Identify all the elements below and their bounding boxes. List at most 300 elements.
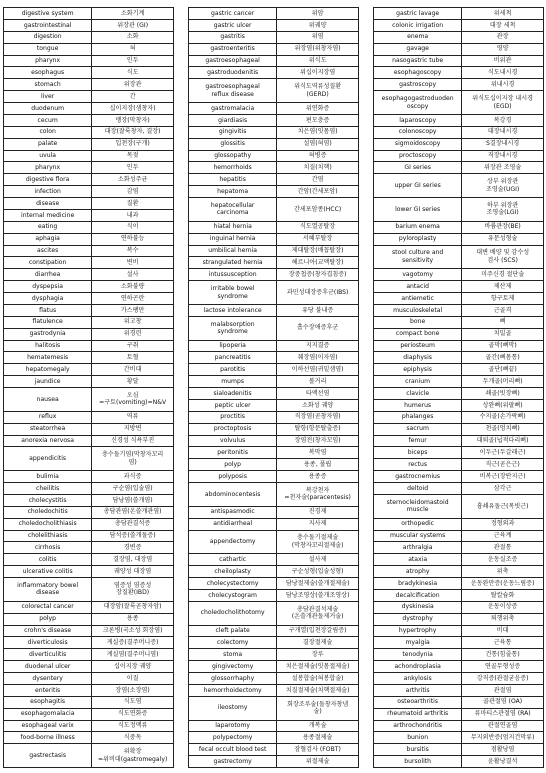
korean-term: 장염전(창자꼬임) xyxy=(277,435,359,447)
korean-term: 과식증 xyxy=(92,471,174,483)
table-row xyxy=(374,696,544,708)
english-term: esophagitis xyxy=(4,696,92,708)
korean-term: 위십이지장염 xyxy=(277,67,359,79)
table-row xyxy=(4,578,174,602)
table-row xyxy=(374,684,544,696)
english-term: digestion xyxy=(4,31,92,43)
table-row xyxy=(4,55,174,67)
table-row xyxy=(189,459,359,471)
table-row xyxy=(189,649,359,661)
korean-term: 소화 xyxy=(92,31,174,43)
english-term: femur xyxy=(374,435,462,447)
korean-term: 설사 xyxy=(92,269,174,281)
korean-term: 위고창 xyxy=(92,316,174,328)
english-term: myalgia xyxy=(374,637,462,649)
english-term: hypertrophy xyxy=(374,625,462,637)
english-term: bradykinesia xyxy=(374,578,462,590)
english-term: bunion xyxy=(374,732,462,744)
english-term: gingivectomy xyxy=(189,661,277,673)
english-term: esophagogastroduoden oscopy xyxy=(374,91,462,115)
english-term: dysentery xyxy=(4,673,92,685)
english-term: gastrointestinal xyxy=(4,19,92,31)
table-row xyxy=(189,245,359,257)
korean-term: 구개열(입천장갈림증) xyxy=(277,625,359,637)
table-row xyxy=(374,328,544,340)
table-row xyxy=(374,245,544,269)
table-row xyxy=(189,684,359,696)
korean-term: 혀 xyxy=(92,43,174,55)
english-term: digestive flora xyxy=(4,174,92,186)
table-row xyxy=(189,269,359,281)
english-term: glossorrhaphy xyxy=(189,673,277,685)
english-term: bursolith xyxy=(374,756,462,768)
english-term: gastrocnemius xyxy=(374,471,462,483)
english-term: infection xyxy=(4,186,92,198)
english-term: peptic ulcer xyxy=(189,399,277,411)
table-row xyxy=(189,376,359,388)
korean-term: 게실염(결주머니염) xyxy=(92,649,174,661)
table-row xyxy=(374,79,544,91)
english-term: epiphysis xyxy=(374,364,462,376)
table-row xyxy=(189,625,359,637)
korean-term: 관절염 xyxy=(462,684,544,696)
korean-term: 결장절제술 xyxy=(277,637,359,649)
korean-term: 퇴행위축 xyxy=(462,613,544,625)
table-row xyxy=(189,673,359,685)
table-row xyxy=(374,8,544,20)
table-row xyxy=(4,530,174,542)
english-term: aphagia xyxy=(4,233,92,245)
table-row xyxy=(189,435,359,447)
table-row xyxy=(374,269,544,281)
english-term: strangulated hernia xyxy=(189,257,277,269)
table-row xyxy=(374,281,544,293)
table-row xyxy=(374,435,544,447)
table-row xyxy=(189,530,359,554)
english-term: diarrhea xyxy=(4,269,92,281)
table-row xyxy=(374,613,544,625)
english-term: glossopathy xyxy=(189,150,277,162)
table-row xyxy=(374,673,544,685)
korean-term: 골막(뼈막) xyxy=(462,340,544,352)
english-term: cholecystitis xyxy=(4,494,92,506)
korean-term: 회장조루술(돌창자창냄 술) xyxy=(277,696,359,720)
korean-term: 위장관 조영술 xyxy=(462,162,544,174)
english-term: gastric ulcer xyxy=(189,19,277,31)
table-row xyxy=(374,494,544,518)
table-row xyxy=(189,411,359,423)
korean-term: 천골(엉치뼈) xyxy=(462,423,544,435)
table-row xyxy=(189,19,359,31)
korean-term: 입천장(구개) xyxy=(92,138,174,150)
korean-term: 골관절염 (OA) xyxy=(462,696,544,708)
korean-term: 신경성 식욕부진 xyxy=(92,435,174,447)
table-row xyxy=(4,8,174,20)
table-row xyxy=(374,589,544,601)
korean-term: 타액선염 xyxy=(277,388,359,400)
table-row xyxy=(374,720,544,732)
korean-term: 간세포암종(HCC) xyxy=(277,198,359,222)
korean-term: 흡수장애증후군 xyxy=(277,316,359,340)
table-row xyxy=(4,316,174,328)
english-term: cecum xyxy=(4,114,92,126)
table-row xyxy=(189,732,359,744)
korean-term: 점활낭염 xyxy=(462,744,544,756)
english-term: clavicle xyxy=(374,388,462,400)
korean-term: 건통(힘줄통) xyxy=(462,649,544,661)
vocab-table-1 xyxy=(3,7,174,768)
english-term: fecal occult blood test xyxy=(189,744,277,756)
english-term: diverticulitis xyxy=(4,649,92,661)
korean-term: 직근(곧은근) xyxy=(462,459,544,471)
table-row xyxy=(4,625,174,637)
table-row xyxy=(4,43,174,55)
english-term: sialoadenitis xyxy=(189,388,277,400)
table-row xyxy=(4,708,174,720)
english-term: cholecystogram xyxy=(189,589,277,601)
table-row xyxy=(189,340,359,352)
english-term: vagotomy xyxy=(374,269,462,281)
table-row xyxy=(374,114,544,126)
korean-term: 십이지장 궤양 xyxy=(92,661,174,673)
english-term: duodenal ulcer xyxy=(4,661,92,673)
table-row xyxy=(4,328,174,340)
english-term: glossitis xyxy=(189,138,277,150)
table-row xyxy=(189,233,359,245)
korean-term: 혀병증 xyxy=(277,150,359,162)
table-row xyxy=(189,399,359,411)
korean-term: 비복근(장딴지근) xyxy=(462,471,544,483)
english-term: gastroduodenitis xyxy=(189,67,277,79)
english-term: dyspepsia xyxy=(4,281,92,293)
english-term: gastrectomy xyxy=(189,756,277,768)
korean-term: 대장내시경 xyxy=(462,126,544,138)
korean-term: 소화성주균 xyxy=(92,174,174,186)
korean-term: 총담관결석제술 (온쓸개관돌제거술) xyxy=(277,601,359,625)
english-term: irritable bowel syndrome xyxy=(189,281,277,305)
korean-term: 용종 xyxy=(92,613,174,625)
table-row xyxy=(4,103,174,115)
table-row xyxy=(189,162,359,174)
table-row xyxy=(374,388,544,400)
table-row xyxy=(374,138,544,150)
korean-term: 관장 xyxy=(462,31,544,43)
english-term: polypectomy xyxy=(189,732,277,744)
english-term: enema xyxy=(374,31,462,43)
korean-term: 대변 배양 및 감수성 검사 (SCS) xyxy=(462,245,544,269)
english-term: liver xyxy=(4,91,92,103)
korean-term: 뼈 xyxy=(462,316,544,328)
table-row xyxy=(189,352,359,364)
table-row xyxy=(4,293,174,305)
english-term: sacrum xyxy=(374,423,462,435)
korean-term: 역류 xyxy=(92,411,174,423)
table-row xyxy=(189,661,359,673)
table-row xyxy=(374,352,544,364)
english-term: bone xyxy=(374,316,462,328)
table-row xyxy=(374,364,544,376)
english-term: proctoptosis xyxy=(189,423,277,435)
table-row xyxy=(4,340,174,352)
english-term: musculoskeletal xyxy=(374,304,462,316)
table-row xyxy=(374,304,544,316)
korean-term: 위연화증 xyxy=(277,103,359,115)
english-term: gavage xyxy=(374,43,462,55)
korean-term: 지지결증 xyxy=(277,340,359,352)
korean-term: 미주신경 절단술 xyxy=(462,269,544,281)
english-term: diverticulosis xyxy=(4,637,92,649)
table-row xyxy=(374,554,544,566)
english-term: abdominocentesis xyxy=(189,483,277,507)
table-row xyxy=(4,304,174,316)
table-row xyxy=(374,625,544,637)
korean-term: 크론병(국소성 회장염) xyxy=(92,625,174,637)
korean-term: 복강경 xyxy=(462,114,544,126)
korean-term: 맹장(막창자) xyxy=(92,114,174,126)
english-term: uvula xyxy=(4,150,92,162)
korean-term: 골간(뼈몸통) xyxy=(462,352,544,364)
table-row xyxy=(4,186,174,198)
english-term: colonoscopy xyxy=(374,126,462,138)
english-term: hemorrhoids xyxy=(189,162,277,174)
korean-term: 인두 xyxy=(92,162,174,174)
table-row xyxy=(189,744,359,756)
table-row xyxy=(374,518,544,530)
english-term: disease xyxy=(4,198,92,210)
english-term: intussusception xyxy=(189,269,277,281)
korean-term: 이질 xyxy=(92,673,174,685)
english-term: upper GI series xyxy=(374,174,462,198)
korean-term: 편모충증 xyxy=(277,114,359,126)
table-row xyxy=(4,388,174,412)
english-term: ataxia xyxy=(374,554,462,566)
table-row xyxy=(374,661,544,673)
english-term: biceps xyxy=(374,447,462,459)
english-term: arthritis xyxy=(374,684,462,696)
korean-term: 복막염 xyxy=(277,447,359,459)
english-term: giardiasis xyxy=(189,114,277,126)
korean-term: 가스팽만 xyxy=(92,304,174,316)
table-row xyxy=(4,518,174,530)
korean-term: 직장내시경 xyxy=(462,150,544,162)
table-row xyxy=(189,114,359,126)
table-row xyxy=(4,150,174,162)
english-term: compact bone xyxy=(374,328,462,340)
korean-term: 관절연골염 xyxy=(462,720,544,732)
english-term: ascites xyxy=(4,245,92,257)
table-row xyxy=(374,162,544,174)
korean-term: 골단(뼈끝) xyxy=(462,364,544,376)
korean-term: 대장(잘룩창자, 결장) xyxy=(92,126,174,138)
english-term: lactose intolerance xyxy=(189,304,277,316)
table-row xyxy=(4,245,174,257)
korean-term: 질환 xyxy=(92,198,174,210)
korean-term: 궤양성 대장염 xyxy=(92,566,174,578)
korean-term: 비위관 xyxy=(462,55,544,67)
korean-term: 위확장 =위비대(gastromegaly) xyxy=(92,744,174,768)
english-term: appendicitis xyxy=(4,447,92,471)
table-row xyxy=(374,471,544,483)
korean-term: 용종, 폴립 xyxy=(277,459,359,471)
table-row xyxy=(189,8,359,20)
english-term: lipoperia xyxy=(189,340,277,352)
table-row xyxy=(4,435,174,447)
korean-term: 복강천자 =천자술(paracentesis) xyxy=(277,483,359,507)
table-row xyxy=(4,744,174,768)
english-term: esophagoscopy xyxy=(374,67,462,79)
english-term: cholecystectomy xyxy=(189,578,277,590)
korean-term: 헤르니아(교액탈장) xyxy=(277,257,359,269)
korean-term: 제대탈장(배꼽탈장) xyxy=(277,245,359,257)
korean-term: 복수 xyxy=(92,245,174,257)
english-term: gastromalacia xyxy=(189,103,277,115)
table-row xyxy=(374,411,544,423)
table-row xyxy=(189,447,359,459)
table-row xyxy=(189,578,359,590)
table-row xyxy=(4,696,174,708)
korean-term: 상부 위장관 조영술(UGI) xyxy=(462,174,544,198)
table-row xyxy=(4,684,174,696)
korean-term: 유문성형술 xyxy=(462,233,544,245)
korean-term: 잠혈검사 (FOBT) xyxy=(277,744,359,756)
english-term: diaphysis xyxy=(374,352,462,364)
english-term: esophagus xyxy=(4,67,92,79)
table-row xyxy=(189,566,359,578)
table-row xyxy=(374,578,544,590)
english-term: decalcification xyxy=(374,589,462,601)
table-row xyxy=(374,376,544,388)
korean-term: 비대 xyxy=(462,625,544,637)
table-row xyxy=(4,720,174,732)
english-term: bulimia xyxy=(4,471,92,483)
english-term: peritonitis xyxy=(189,447,277,459)
korean-term: 식중독 xyxy=(92,732,174,744)
korean-term: 하부 위장관 조영술(LGI) xyxy=(462,198,544,222)
korean-term: 설봉합술(혀봉합술) xyxy=(277,673,359,685)
table-row xyxy=(4,138,174,150)
table-row xyxy=(4,126,174,138)
english-term: arthrochondritis xyxy=(374,720,462,732)
korean-term: 삼각근 xyxy=(462,483,544,495)
table-row xyxy=(374,744,544,756)
english-term: barium enema xyxy=(374,221,462,233)
english-term: gastritis xyxy=(189,31,277,43)
table-row xyxy=(189,518,359,530)
vocab-table-2 xyxy=(188,7,359,768)
korean-term: 소화기계 xyxy=(92,8,174,20)
english-term: GI series xyxy=(374,162,462,174)
vocab-table-body xyxy=(4,8,174,768)
korean-term: 식도연화증 xyxy=(92,708,174,720)
korean-term: 장중첩증(창자겹침증) xyxy=(277,269,359,281)
table-row xyxy=(4,198,174,210)
table-row xyxy=(189,601,359,625)
korean-term: 쇄골(빗장뼈) xyxy=(462,388,544,400)
korean-term: 용종증 xyxy=(277,471,359,483)
korean-term: 담석증(쓸개돌증) xyxy=(92,530,174,542)
korean-term: 근육통 xyxy=(462,637,544,649)
english-term: gastroenteritis xyxy=(189,43,277,55)
english-term: choledocholithotomy xyxy=(189,601,277,625)
table-row xyxy=(374,340,544,352)
table-row xyxy=(4,423,174,435)
english-term: lower GI series xyxy=(374,198,462,222)
english-term: colitis xyxy=(4,554,92,566)
korean-term: 위염 xyxy=(277,31,359,43)
korean-term: 무지외반증(엄지건막류) xyxy=(462,732,544,744)
table-row xyxy=(374,708,544,720)
english-term: hepatoma xyxy=(189,186,277,198)
table-row xyxy=(374,233,544,245)
english-term: hiatal hernia xyxy=(189,221,277,233)
english-term: halitosis xyxy=(4,340,92,352)
korean-term: 결장염, 대장염 xyxy=(92,554,174,566)
korean-term: 목젖 xyxy=(92,150,174,162)
english-term: nausea xyxy=(4,388,92,412)
korean-term: 췌장염(이자염) xyxy=(277,352,359,364)
english-term: mumps xyxy=(189,376,277,388)
table-row xyxy=(4,364,174,376)
korean-term: 대장암(잘룩곧창자암) xyxy=(92,601,174,613)
english-term: proctoscopy xyxy=(374,150,462,162)
english-term: polyp xyxy=(189,459,277,471)
english-term: eating xyxy=(4,221,92,233)
table-row xyxy=(4,506,174,518)
korean-term: 염증성 염증성 장질환(IBD) xyxy=(92,578,174,602)
korean-term: 지방변 xyxy=(92,423,174,435)
table-row xyxy=(4,601,174,613)
english-term: inflammatory bowel disease xyxy=(4,578,92,602)
table-row xyxy=(4,661,174,673)
english-term: hepatomegaly xyxy=(4,364,92,376)
korean-term: 소화불량 xyxy=(92,281,174,293)
english-term: pyloroplasty xyxy=(374,233,462,245)
vocab-table-3 xyxy=(373,7,544,768)
english-term: umbilical hernia xyxy=(189,245,277,257)
english-term: laparotomy xyxy=(189,720,277,732)
english-term: achondroplasia xyxy=(374,661,462,673)
korean-term: 위식도십이지장 내시경 (EGD) xyxy=(462,91,544,115)
table-row xyxy=(189,138,359,150)
table-row xyxy=(4,542,174,554)
english-term: proctitis xyxy=(189,411,277,423)
korean-term: 내과 xyxy=(92,209,174,221)
korean-term: 항구토제 xyxy=(462,293,544,305)
table-row xyxy=(189,637,359,649)
korean-term: 류마티스관절염 (RA) xyxy=(462,708,544,720)
table-row xyxy=(4,613,174,625)
korean-term: 대장 세척 xyxy=(462,19,544,31)
english-term: anorexia nervosa xyxy=(4,435,92,447)
korean-term: 담낭절제술(쓸개절제술) xyxy=(277,578,359,590)
english-term: reflux xyxy=(4,411,92,423)
korean-term: 총담관결석증 xyxy=(92,518,174,530)
korean-term: 변비 xyxy=(92,257,174,269)
table-row xyxy=(374,423,544,435)
table-row xyxy=(4,233,174,245)
english-term: choledocholithiasis xyxy=(4,518,92,530)
korean-term: 탈칼슘화 xyxy=(462,589,544,601)
english-term: muscular systems xyxy=(374,530,462,542)
english-term: tenodynia xyxy=(374,649,462,661)
english-term: dyskinesia xyxy=(374,601,462,613)
table-row xyxy=(189,506,359,518)
korean-term: 식이 xyxy=(92,221,174,233)
korean-term: 치질절제술(치핵절제술) xyxy=(277,684,359,696)
table-row xyxy=(189,257,359,269)
korean-term: 운동이상증 xyxy=(462,601,544,613)
english-term: antidiarrheal xyxy=(189,518,277,530)
